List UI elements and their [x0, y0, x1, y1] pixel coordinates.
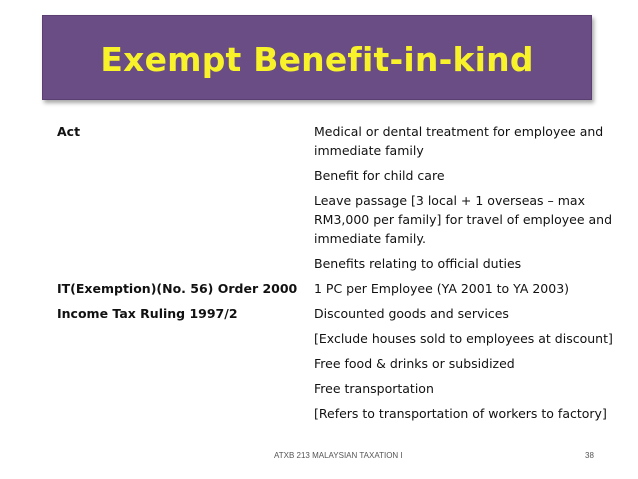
benefit-cell: Benefit for child care	[314, 168, 445, 183]
table-row	[57, 304, 617, 329]
benefits-table	[57, 122, 617, 429]
title-banner	[42, 15, 592, 100]
table-row	[57, 379, 617, 404]
table-row	[57, 191, 617, 254]
table-row	[57, 166, 617, 191]
table-row	[57, 279, 617, 304]
benefit-cell: 1 PC per Employee (YA 2001 to YA 2003)	[314, 281, 570, 296]
page-number: 38	[585, 451, 594, 460]
benefit-cell: Free food & drinks or subsidized	[314, 356, 515, 371]
benefit-cell: Medical or dental treatment for employee and immediate family	[314, 124, 604, 158]
benefit-cell: Free transportation	[314, 381, 434, 396]
table-row	[57, 329, 617, 354]
legal-source-cell: IT(Exemption)(No. 56) Order 2000	[57, 281, 298, 296]
slide-title: Exempt Benefit-in-kind	[100, 40, 534, 79]
footer-course-label: ATXB 213 MALAYSIAN TAXATION I	[274, 451, 403, 460]
legal-source-cell	[57, 254, 314, 279]
table-row	[57, 122, 617, 166]
legal-source-cell: Act	[57, 124, 81, 139]
benefit-cell: Benefits relating to official duties	[314, 256, 522, 271]
benefit-cell: Discounted goods and services	[314, 306, 509, 321]
legal-source-cell	[57, 191, 314, 254]
benefit-cell: Leave passage [3 local + 1 overseas – max RM3,000 per family] for travel of employee and immediate family.	[314, 193, 613, 246]
table-row	[57, 404, 617, 429]
legal-source-cell	[57, 404, 314, 429]
table-row	[57, 354, 617, 379]
legal-source-cell	[57, 166, 314, 191]
legal-source-cell	[57, 354, 314, 379]
table-row	[57, 254, 617, 279]
benefit-cell: [Exclude houses sold to employees at discount]	[314, 331, 613, 346]
benefit-cell: [Refers to transportation of workers to factory]	[314, 406, 607, 421]
legal-source-cell	[57, 379, 314, 404]
legal-source-cell	[57, 329, 314, 354]
legal-source-cell: Income Tax Ruling 1997/2	[57, 306, 238, 321]
